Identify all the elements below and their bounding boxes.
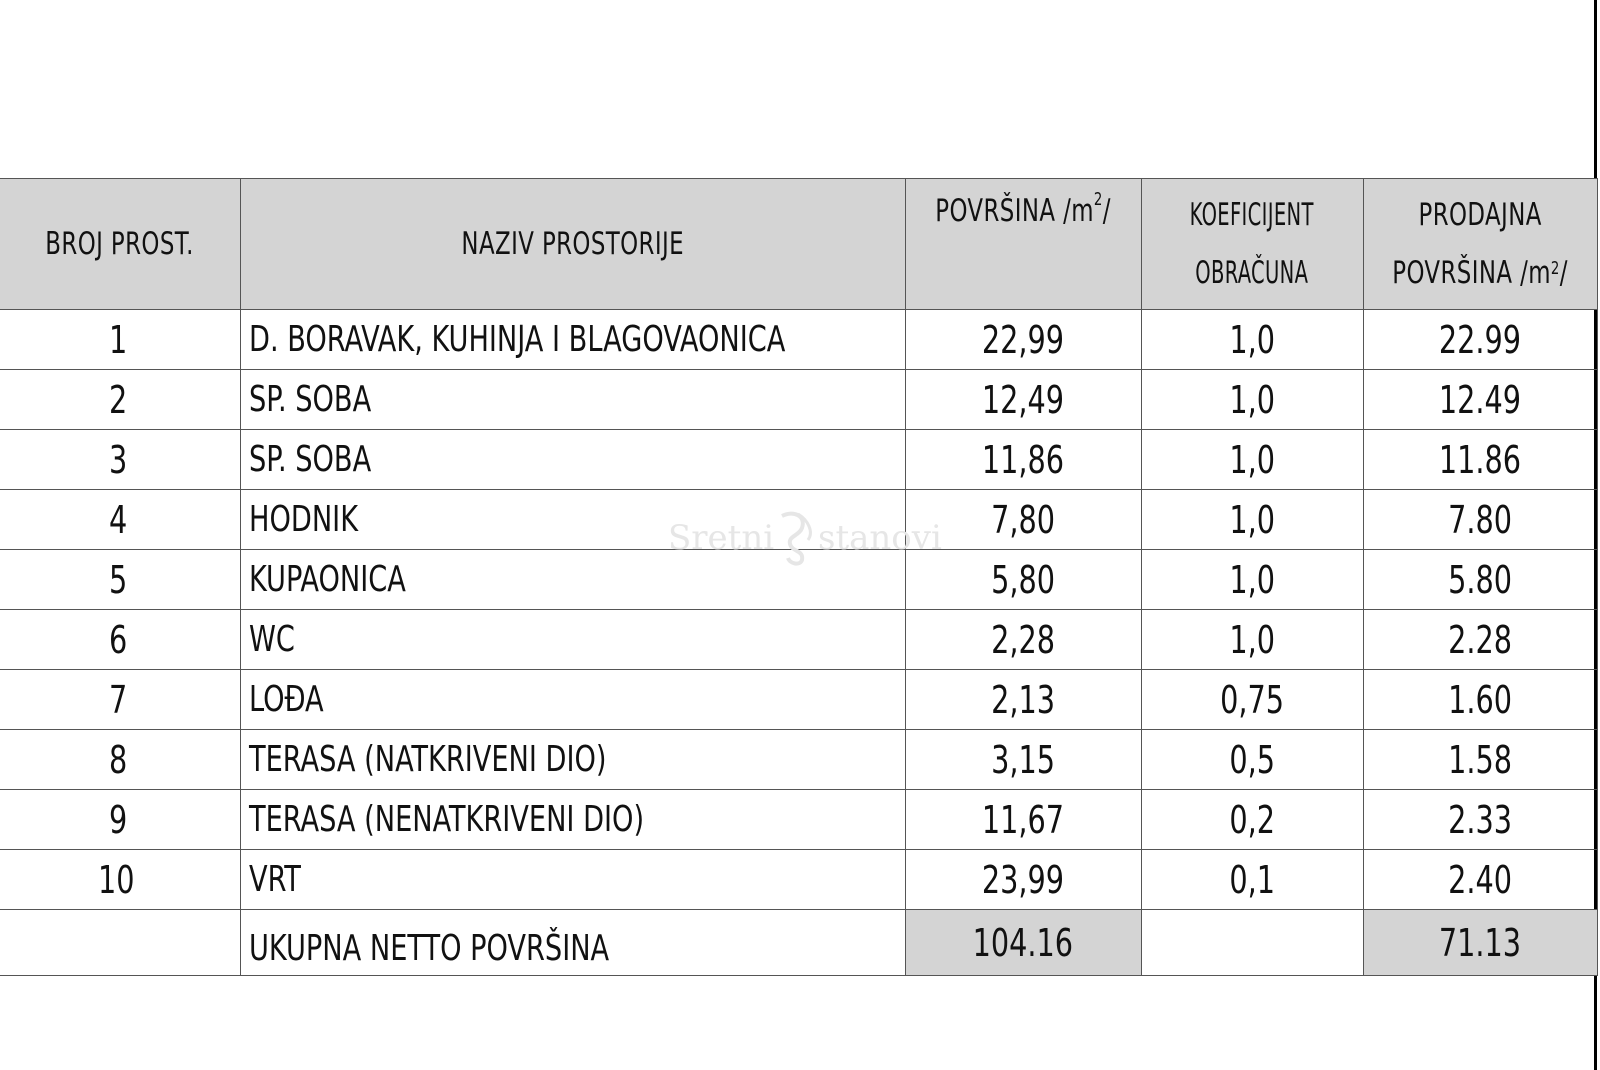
table-row — [0, 730, 1597, 790]
cell-povrsina: 5,80 — [905, 550, 1141, 610]
header-naziv: NAZIV PROSTORIJE — [240, 179, 905, 310]
header-prodajna-povrsina: PRODAJNA POVRŠINA $/m^2/$ — [1363, 179, 1597, 310]
cell-naziv: VRT — [240, 850, 905, 910]
cell-naziv: D. BORAVAK, KUHINJA I BLAGOVAONICA — [240, 310, 905, 370]
cell-povrsina: 11,86 — [905, 430, 1141, 490]
cell-total-label: UKUPNA NETTO POVRŠINA — [240, 910, 905, 976]
header-broj: BROJ PROST. — [0, 179, 240, 310]
cell-naziv: TERASA (NATKRIVENI DIO) — [240, 730, 905, 790]
cell-broj: 5 — [0, 550, 240, 610]
cell-broj: 10 — [0, 850, 240, 910]
cell-prodajna: 1.58 — [1363, 730, 1597, 790]
table-row — [0, 850, 1597, 910]
cell-povrsina: 2,13 — [905, 670, 1141, 730]
cell-naziv: HODNIK — [240, 490, 905, 550]
cell-naziv: SP. SOBA — [240, 430, 905, 490]
cell-naziv: LOĐA — [240, 670, 905, 730]
table-row — [0, 670, 1597, 730]
cell-total-povrsina: 104.16 — [905, 910, 1141, 976]
cell-broj: 3 — [0, 430, 240, 490]
table-row — [0, 310, 1597, 370]
table-row — [0, 370, 1597, 430]
cell-koeficijent: 1,0 — [1141, 490, 1363, 550]
cell-povrsina: 3,15 — [905, 730, 1141, 790]
watermark-logo: Sretni stanovi — [668, 510, 938, 566]
table-header-row — [0, 179, 1597, 310]
cell-prodajna: 12.49 — [1363, 370, 1597, 430]
cell-koeficijent: 1,0 — [1141, 430, 1363, 490]
cell-prodajna: 2.33 — [1363, 790, 1597, 850]
cell-prodajna: 2.28 — [1363, 610, 1597, 670]
cell-koeficijent: 0,2 — [1141, 790, 1363, 850]
table-row — [0, 610, 1597, 670]
cell-povrsina: 12,49 — [905, 370, 1141, 430]
cell-prodajna: 11.86 — [1363, 430, 1597, 490]
cell-total-prodajna: 71.13 — [1363, 910, 1597, 976]
table-row — [0, 790, 1597, 850]
table-row — [0, 490, 1597, 550]
cell-total-koef-empty — [1141, 910, 1363, 976]
cell-prodajna: 7.80 — [1363, 490, 1597, 550]
cell-koeficijent: 1,0 — [1141, 310, 1363, 370]
cell-koeficijent: 1,0 — [1141, 370, 1363, 430]
cell-broj: 6 — [0, 610, 240, 670]
cell-broj: 7 — [0, 670, 240, 730]
cell-total-empty — [0, 910, 240, 976]
cell-povrsina: 22,99 — [905, 310, 1141, 370]
cell-povrsina: 7,80 — [905, 490, 1141, 550]
cell-prodajna: 5.80 — [1363, 550, 1597, 610]
table-row — [0, 430, 1597, 490]
header-koeficijent: KOEFICIJENT OBRAČUNA — [1141, 179, 1363, 310]
cell-koeficijent: 0,75 — [1141, 670, 1363, 730]
cell-naziv: WC — [240, 610, 905, 670]
cell-broj: 8 — [0, 730, 240, 790]
cell-naziv: KUPAONICA — [240, 550, 905, 610]
cell-broj: 9 — [0, 790, 240, 850]
cell-prodajna: 22.99 — [1363, 310, 1597, 370]
cell-koeficijent: 1,0 — [1141, 550, 1363, 610]
cell-prodajna: 2.40 — [1363, 850, 1597, 910]
cell-povrsina: 23,99 — [905, 850, 1141, 910]
cell-koeficijent: 0,1 — [1141, 850, 1363, 910]
room-area-table — [0, 178, 1598, 976]
cell-povrsina: 11,67 — [905, 790, 1141, 850]
cell-povrsina: 2,28 — [905, 610, 1141, 670]
cell-prodajna: 1.60 — [1363, 670, 1597, 730]
cell-broj: 1 — [0, 310, 240, 370]
cell-koeficijent: 0,5 — [1141, 730, 1363, 790]
cell-naziv: SP. SOBA — [240, 370, 905, 430]
cell-broj: 2 — [0, 370, 240, 430]
table-total-row — [0, 910, 1597, 976]
cell-broj: 4 — [0, 490, 240, 550]
cell-naziv: TERASA (NENATKRIVENI DIO) — [240, 790, 905, 850]
cell-koeficijent: 1,0 — [1141, 610, 1363, 670]
header-povrsina: POVRŠINA $/m^2/$ — [905, 179, 1141, 310]
table-row — [0, 550, 1597, 610]
